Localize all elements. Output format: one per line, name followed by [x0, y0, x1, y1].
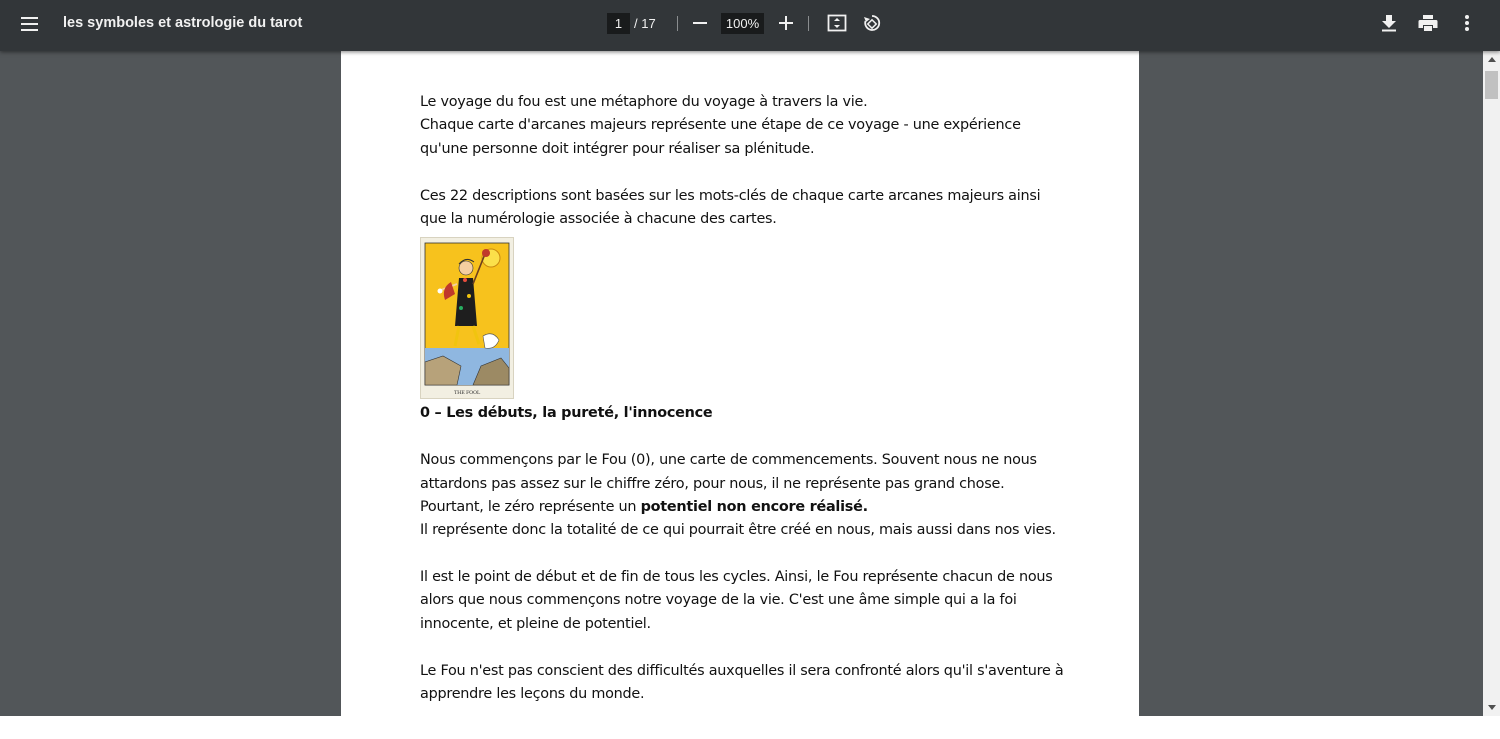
- paragraph-line: Nous commençons par le Fou (0), une carte de commencements. Souvent nous ne nous: [420, 452, 1037, 469]
- scroll-up-arrow-icon[interactable]: [1483, 51, 1500, 68]
- print-icon: [1418, 14, 1438, 32]
- rotate-button[interactable]: [860, 11, 884, 35]
- text-emphasis: potentiel non encore réalisé.: [640, 498, 868, 515]
- print-button[interactable]: [1416, 11, 1440, 35]
- paragraph-line: [420, 496, 1080, 519]
- text-normal: Pourtant, le zéro représente un: [420, 498, 641, 515]
- plus-icon: [779, 16, 793, 30]
- toolbar-divider: [808, 16, 809, 31]
- paragraph-line: qu'une personne doit intégrer pour réaliser sa plénitude.: [420, 140, 815, 157]
- zoom-in-button[interactable]: [774, 11, 798, 35]
- document-title: les symboles et astrologie du tarot: [63, 15, 303, 31]
- rotate-icon: [862, 13, 882, 33]
- more-options-button[interactable]: [1455, 11, 1479, 35]
- pdf-viewer[interactable]: [0, 51, 1500, 716]
- paragraph-line: Chaque carte d'arcanes majeurs représente une étape de ce voyage - une expérience: [420, 117, 1021, 134]
- scroll-down-arrow-icon[interactable]: [1483, 699, 1500, 716]
- window-bottom-edge: [0, 716, 1500, 739]
- pdf-page: [341, 51, 1139, 716]
- vertical-scrollbar[interactable]: [1483, 51, 1500, 716]
- paragraph-line: Le voyage du fou est une métaphore du voyage à travers la vie.: [420, 94, 868, 110]
- paragraph-line: Il est le point de début et de fin de tous les cycles. Ainsi, le Fou représente chacun de nous: [420, 569, 1053, 586]
- fit-to-page-icon: [827, 14, 847, 32]
- paragraph-line: Ces 22 descriptions sont basées sur les mots-clés de chaque carte arcanes majeurs ainsi: [420, 187, 1041, 204]
- paragraph-line: apprendre les leçons du monde.: [420, 686, 645, 703]
- pdf-toolbar: [0, 0, 1500, 51]
- toolbar-divider: [677, 16, 678, 31]
- paragraph-line: que la numérologie associée à chacune des cartes.: [420, 210, 777, 227]
- scrollbar-thumb[interactable]: [1485, 71, 1498, 99]
- paragraph-line: Il représente donc la totalité de ce qui pourrait être créé en nous, mais aussi dans nos vies.: [420, 522, 1056, 539]
- section-heading: 0 – Les débuts, la pureté, l'innocence: [420, 405, 713, 422]
- paragraph-line: innocente, et pleine de potentiel.: [420, 615, 651, 632]
- paragraph-line: alors que nous commençons notre voyage de la vie. C'est une âme simple qui a la foi: [420, 592, 1017, 609]
- zoom-level-input[interactable]: 100%: [721, 13, 764, 34]
- fit-to-page-button[interactable]: [825, 11, 849, 35]
- minus-icon: [693, 16, 707, 30]
- menu-icon[interactable]: [12, 6, 48, 42]
- page-total: / 17: [634, 16, 656, 31]
- tarot-card-image: [420, 237, 514, 399]
- page-number-input[interactable]: 1: [607, 13, 630, 34]
- fool-card-illustration: [421, 238, 513, 398]
- card-caption: THE FOOL: [454, 390, 480, 397]
- download-button[interactable]: [1377, 11, 1401, 35]
- more-vert-icon: [1464, 14, 1470, 32]
- download-icon: [1381, 14, 1397, 32]
- paragraph-line: Le Fou n'est pas conscient des difficultés auxquelles il sera confronté alors qu'il s'aventure à: [420, 662, 1064, 679]
- page-content: [420, 91, 1080, 706]
- paragraph-line: attardons pas assez sur le chiffre zéro, pour nous, il ne représente pas grand chose.: [420, 475, 1005, 492]
- zoom-out-button[interactable]: [688, 11, 712, 35]
